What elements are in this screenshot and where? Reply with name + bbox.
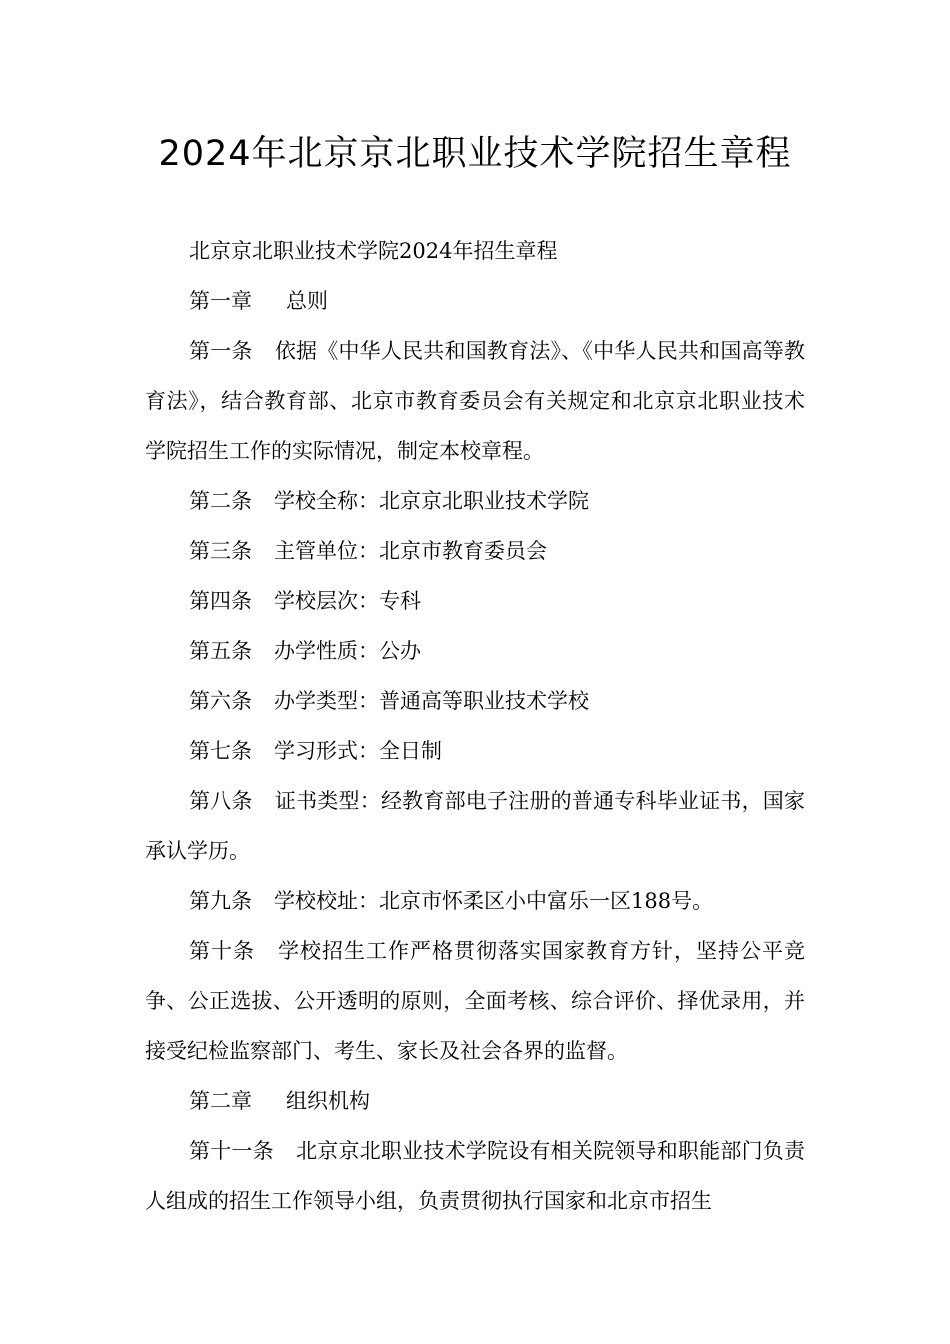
article-paragraph: [145, 776, 805, 876]
article-text: 学校层次：专科: [274, 589, 421, 613]
article-paragraph: [145, 926, 805, 1076]
article-text: 学习形式：全日制: [274, 739, 442, 763]
article-text: 办学性质：公办: [274, 639, 421, 663]
chapter-heading: [145, 1076, 805, 1126]
article-paragraph: [145, 1126, 805, 1226]
article-paragraph: [145, 726, 805, 776]
article-number: 第十条: [189, 939, 255, 963]
article-number: 第十一条: [189, 1139, 274, 1163]
article-text: 主管单位：北京市教育委员会: [274, 539, 547, 563]
chapter-number: 第二章: [189, 1089, 252, 1113]
article-number: 第一条: [189, 339, 253, 363]
article-text: 证书类型：经教育部电子注册的普通专科毕业证书，国家承认学历。: [145, 789, 806, 863]
article-paragraph: [145, 326, 805, 476]
article-number: 第八条: [189, 789, 253, 813]
chapter-heading: [145, 276, 805, 326]
article-number: 第三条: [189, 539, 252, 563]
article-paragraph: [145, 676, 805, 726]
article-paragraph: [145, 876, 805, 926]
chapter-title: 总则: [286, 289, 328, 313]
article-number: 第九条: [189, 889, 252, 913]
document-body: [145, 226, 805, 1226]
article-text: 北京京北职业技术学院设有相关院领导和职能部门负责人组成的招生工作领导小组，负责贯彻执行国家和北京市招生: [145, 1139, 806, 1213]
article-text: 学校全称：北京京北职业技术学院: [274, 489, 589, 513]
article-number: 第四条: [189, 589, 252, 613]
article-paragraph: [145, 626, 805, 676]
paragraph-text: 北京京北职业技术学院2024年招生章程: [189, 239, 558, 263]
document-title: 2024年北京京北职业技术学院招生章程: [158, 134, 792, 174]
article-number: 第二条: [189, 489, 252, 513]
chapter-title: 组织机构: [286, 1089, 370, 1113]
article-paragraph: [145, 476, 805, 526]
article-paragraph: [145, 526, 805, 576]
article-paragraph: [145, 576, 805, 626]
article-text: 办学类型：普通高等职业技术学校: [274, 689, 589, 713]
chapter-number: 第一章: [189, 289, 252, 313]
article-number: 第七条: [189, 739, 252, 763]
article-number: 第五条: [189, 639, 252, 663]
article-number: 第六条: [189, 689, 252, 713]
article-text: 依据《中华人民共和国教育法》、《中华人民共和国高等教育法》，结合教育部、北京市教育委员会有关规定和北京京北职业技术学院招生工作的实际情况，制定本校章程。: [145, 339, 806, 463]
article-text: 学校招生工作严格贯彻落实国家教育方针，坚持公平竞争、公正选拔、公开透明的原则，全面考核、综合评价、择优录用，并接受纪检监察部门、考生、家长及社会各界的监督。: [145, 939, 805, 1063]
paragraph-subtitle: [145, 226, 805, 276]
article-text: 学校校址：北京市怀柔区小中富乐一区188号。: [274, 889, 714, 913]
